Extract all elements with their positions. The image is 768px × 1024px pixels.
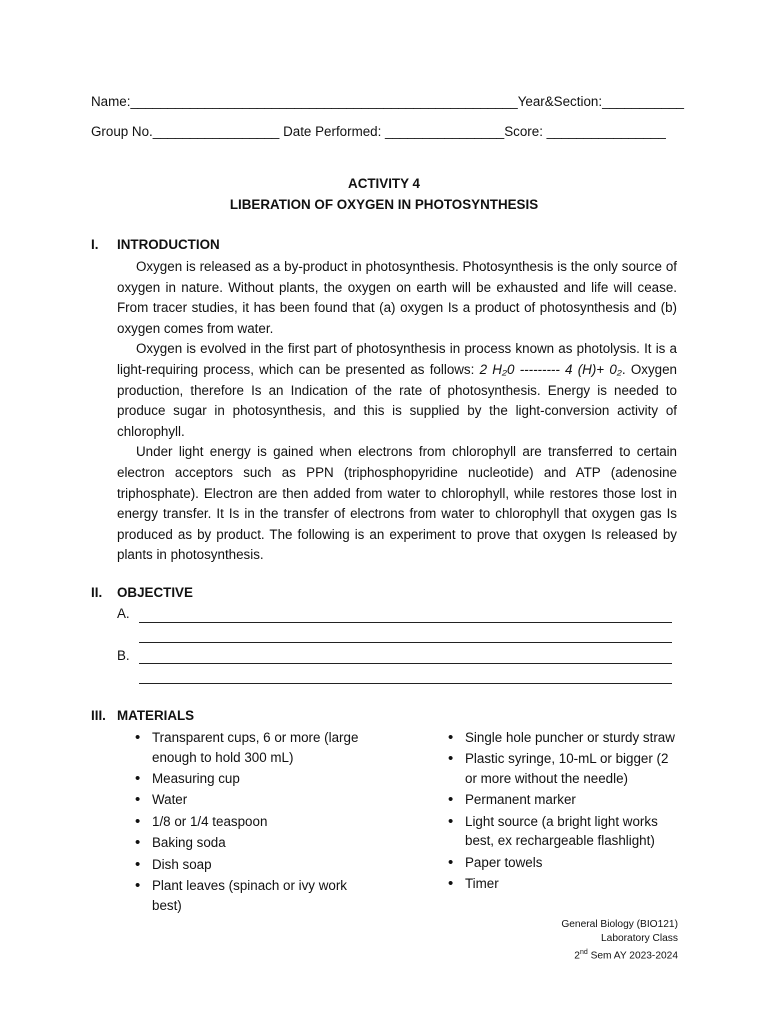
introduction-heading: INTRODUCTION bbox=[117, 237, 220, 252]
objective-b-label: B. bbox=[117, 648, 130, 663]
semester-line: 2nd Sem AY 2023-2024 bbox=[574, 949, 678, 962]
introduction-paragraph-1: Oxygen is released as a by-product in photosynthesis. Photosynthesis is the only source of oxygen in nature. Without plants, the oxygen on earth will be exhausted and life will cease. From tracer studies, it has been found that (a) oxygen Is a product of photosynthesis and (b) oxygen comes from water. bbox=[117, 259, 677, 336]
class-type: Laboratory Class bbox=[600, 933, 678, 945]
list-item: • Plant leaves (spinach or ivy work best) bbox=[135, 876, 375, 915]
objective-a-blank-line-2[interactable] bbox=[139, 642, 672, 643]
introduction-paragraph-3: Under light energy is gained when electrons from chlorophyll are transferred to certain electron acceptors such as PPN (triphosphopyridine nucleotide) and ATP (adenosine triphosphate). Electron are then added from water to chlorophyll, while restores those lost in energy transfer. It Is in the transfer of electrons from water to chlorophyll that oxygen gas Is produced as by product. The following is an experiment to prove that oxygen Is released by plants in photosynthesis. bbox=[117, 444, 677, 563]
group-date-score-line: Group No._________________ Date Performed: ________________Score: ________________ bbox=[91, 124, 666, 139]
materials-list-right bbox=[448, 728, 680, 896]
list-item: • Light source (a bright light works best, ex rechargeable flashlight) bbox=[448, 812, 680, 851]
list-item: • Single hole puncher or sturdy straw bbox=[448, 728, 680, 748]
objective-b-blank-line-1[interactable] bbox=[139, 663, 672, 664]
list-item: • Dish soap bbox=[135, 855, 375, 875]
objective-number: II. bbox=[91, 585, 103, 600]
page-footer bbox=[561, 918, 678, 964]
list-item: • Water bbox=[135, 790, 375, 810]
photolysis-equation: 2 H₂0 --------- 4 (H)+ 0₂ bbox=[479, 361, 622, 377]
list-item: • Permanent marker bbox=[448, 790, 680, 810]
introduction-paragraph-2: Oxygen is evolved in the first part of photosynthesis in process known as photolysis. It is a light-requiring process, which can be presented as follows: 2 H₂0 --------- 4 (H)+ 0₂. Oxygen production, therefore Is an Indication of the rate of photosynthesis. Energy is needed to produce sugar in photosynthesis, and this is supplied by the light-conversion activity of chlorophyll. bbox=[117, 341, 677, 439]
list-item: • Baking soda bbox=[135, 833, 375, 853]
list-item: • Plastic syringe, 10-mL or bigger (2 or more without the needle) bbox=[448, 749, 680, 788]
materials-list-left bbox=[135, 728, 375, 917]
list-item: • Measuring cup bbox=[135, 769, 375, 789]
materials-number: III. bbox=[91, 708, 106, 723]
objective-heading: OBJECTIVE bbox=[117, 585, 193, 600]
introduction-number: I. bbox=[91, 237, 99, 252]
introduction-body bbox=[117, 257, 677, 566]
list-item: • Timer bbox=[448, 874, 680, 894]
list-item: • Paper towels bbox=[448, 853, 680, 873]
objective-b-blank-line-2[interactable] bbox=[139, 683, 672, 684]
objective-a-label: A. bbox=[117, 606, 130, 621]
list-item: • Transparent cups, 6 or more (large enough to hold 300 mL) bbox=[135, 728, 375, 767]
activity-number: ACTIVITY 4 bbox=[348, 176, 420, 191]
name-section-line: Name:____________________________________________________Year&Section:___________ bbox=[91, 94, 684, 109]
activity-title: LIBERATION OF OXYGEN IN PHOTOSYNTHESIS bbox=[229, 197, 539, 212]
course-name: General Biology (BIO121) bbox=[561, 919, 678, 930]
list-item: • 1/8 or 1/4 teaspoon bbox=[135, 812, 375, 832]
objective-a-blank-line-1[interactable] bbox=[139, 622, 672, 623]
materials-heading: MATERIALS bbox=[117, 708, 195, 723]
